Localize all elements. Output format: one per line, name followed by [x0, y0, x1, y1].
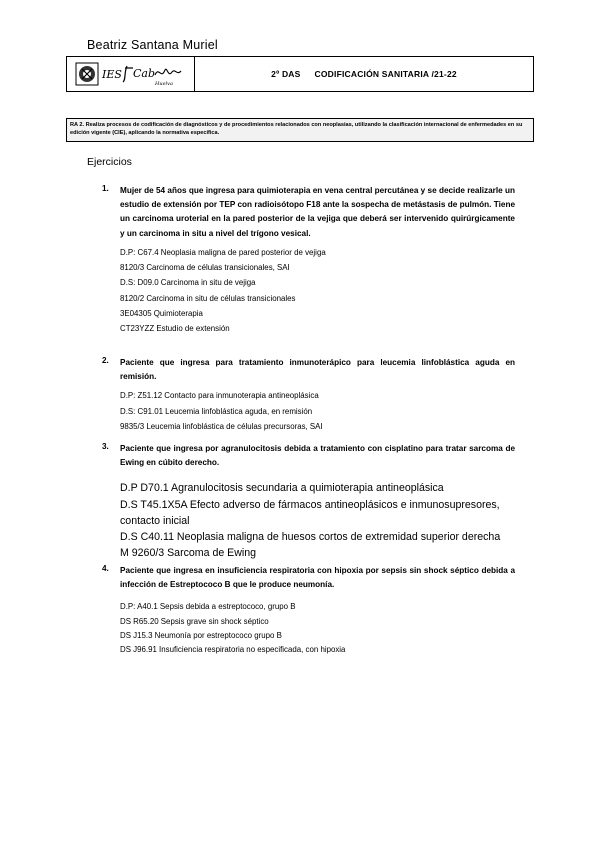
code-line: DS R65.20 Sepsis grave sin shock séptico — [120, 616, 269, 626]
code-line: D.S C40.11 Neoplasia maligna de huesos cortos de extremidad superior derecha — [120, 531, 501, 544]
code-line: 3E04305 Quimioterapia — [120, 309, 203, 318]
code-line: D.P: C67.4 Neoplasia maligna de pared posterior de vejiga — [120, 247, 326, 257]
code-line: D.S: C91.01 Leucemia linfoblástica aguda, en remisión — [120, 406, 313, 416]
code-line: D.P: A40.1 Sepsis debida a estreptococo, grupo B — [120, 602, 296, 612]
exercise-codes — [120, 245, 515, 337]
code-line: 8120/3 Carcinoma de células transicionales, SAI — [120, 263, 290, 273]
author-name: Beatriz Santana Muriel — [87, 38, 218, 52]
code-line: 9835/3 Leucemia linfoblástica de células precursoras, SAI — [120, 422, 323, 431]
code-line: D.P: Z51.12 Contacto para inmunoterapia antineoplásica — [120, 391, 319, 401]
exercise-1 — [102, 184, 515, 337]
exercise-number: 3. — [102, 442, 109, 451]
exercise-statement: Paciente que ingresa por agranulocitosis debida a tratamiento con cisplatino para tratar sarcoma de Ewing en cúbito derecho. — [120, 444, 515, 468]
header-title — [195, 57, 533, 91]
code-line: M 9260/3 Sarcoma de Ewing — [120, 547, 257, 560]
svg-text:IES: IES — [102, 68, 122, 81]
course-label: 2º DAS — [271, 69, 301, 79]
svg-text:Cab: Cab — [133, 67, 156, 80]
svg-text:Huelva: Huelva — [155, 81, 173, 87]
subject-label: CODIFICACIÓN SANITARIA /21-22 — [314, 69, 457, 79]
exercise-4 — [102, 564, 515, 658]
exercise-number: 4. — [102, 564, 109, 573]
school-logo-icon — [75, 60, 187, 88]
exercise-statement: Paciente que ingresa en insuficiencia respiratoria con hipoxia por sepsis sin shock séptico debida a infección de Estreptococo B que le produce neumonía. — [120, 566, 515, 590]
exercise-codes — [120, 480, 515, 561]
code-line: D.S T45.1X5A Efecto adverso de fármacos antineoplásicos e inmunosupresores, contacto inicial — [120, 498, 500, 527]
code-line: D.S: D09.0 Carcinoma in situ de vejiga — [120, 278, 256, 288]
code-line: 8120/2 Carcinoma in situ de células transicionales — [120, 293, 296, 303]
code-line: DS J15.3 Neumonía por estreptococo grupo B — [120, 631, 282, 640]
learning-outcome-box: RA 2. Realiza procesos de codificación de diagnósticos y de procedimientos relacionados con neoplasias, utilizando la clasificación internacional de enfermedades en su edición vigente (CIE), aplicando la normativa específica. — [66, 118, 534, 142]
section-title: Ejercicios — [87, 156, 132, 168]
exercise-2 — [102, 356, 515, 434]
code-line: CT23YZZ Estudio de extensión — [120, 324, 230, 334]
school-logo — [67, 57, 195, 91]
code-line: DS J96.91 Insuficiencia respiratoria no especificada, con hipoxia — [120, 645, 346, 655]
exercise-number: 1. — [102, 184, 109, 193]
exercise-codes — [120, 388, 515, 434]
exercise-statement: Paciente que ingresa para tratamiento inmunoterápico para leucemia linfoblástica aguda en remisión. — [120, 358, 515, 382]
exercise-codes — [120, 600, 515, 657]
exercise-statement: Mujer de 54 años que ingresa para quimioterapia en vena central percutánea y se decide realizarle un estudio de extensión por TEP con radioisótopo F18 ante la sospecha de metástasis de pulmón. Tiene un carcinoma uroterial en la pared posterior de la vejiga que deberá ser intervenido quirúrgicamente y un carcinoma in situ a nivel del trígono vesical. — [120, 186, 515, 238]
exercise-3 — [102, 442, 515, 561]
document-header — [66, 56, 534, 92]
code-line: D.P D70.1 Agranulocitosis secundaria a quimioterapia antineoplásica — [120, 482, 444, 495]
exercise-number: 2. — [102, 356, 109, 365]
